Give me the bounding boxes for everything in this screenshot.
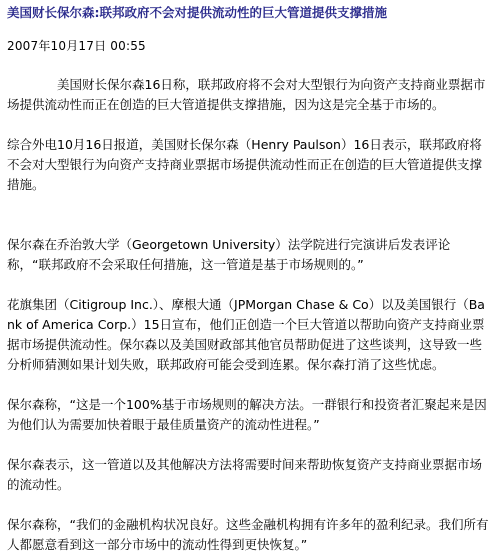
article-paragraph-lead: 美国财长保尔森16日称，联邦政府将不会对大型银行为向资产支持商业票据市场提供流动性而正在创造的巨大管道提供支撑措施，因为这是完全基于市场的。 xyxy=(7,77,486,112)
article-paragraph: 保尔森称，“我们的金融机构状况良好。这些金融机构拥有许多年的盈利纪录。我们所有人都愿意看到这一部分市场中的流动性得到更快恢复。” xyxy=(7,517,489,552)
article-paragraph: 花旗集团（Citigroup Inc.）、摩根大通（JPMorgan Chase & Co）以及美国银行（Bank of America Corp.）15日宣布，他们正创造一个巨大管道以帮助向资产支持商业票据市场提供流动性。保尔森以及美国财政部其他官员帮助促进了这些谈判，这导致一些分析师猜测如果计划失败，联邦政府可能会受到连累。保尔森打消了这些忧虑。 xyxy=(7,297,485,372)
article-title: 美国财长保尔森:联邦政府不会对提供流动性的巨大管道提供支撑措施 xyxy=(7,5,388,20)
article-paragraph: 综合外电10月16日报道，美国财长保尔森（Henry Paulson）16日表示，联邦政府将不会对大型银行为向资产支持商业票据市场提供流动性而正在创造的巨大管道提供支撑措施。 xyxy=(7,137,483,192)
article-paragraph: 保尔森表示，这一管道以及其他解决方法将需要时间来帮助恢复资产支持商业票据市场的流动性。 xyxy=(7,457,483,492)
article-paragraph: 保尔森在乔治敦大学（Georgetown University）法学院进行完演讲后发表评论称，“联邦政府不会采取任何措施，这一管道是基于市场规则的。” xyxy=(7,237,451,272)
article-paragraph: 保尔森称，“这是一个100%基于市场规则的解决方法。一群银行和投资者汇聚起来是因为他们认为需要加快着眼于最佳质量资产的流动性进程。” xyxy=(7,397,487,432)
article-date: 2007年10月17日 00:55 xyxy=(7,39,146,53)
